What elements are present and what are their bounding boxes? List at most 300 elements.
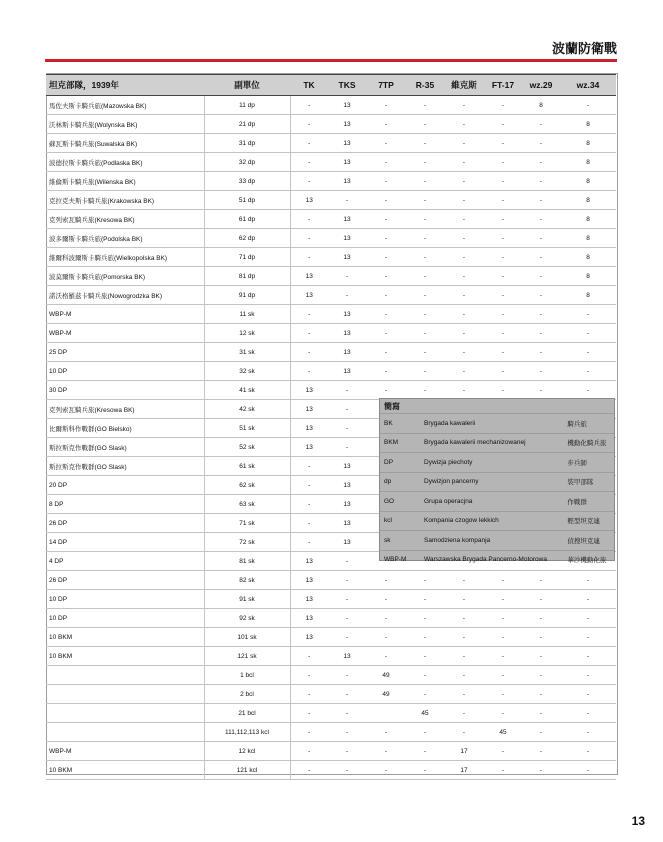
legend-chinese-term: 華沙機動化旅 xyxy=(565,550,614,569)
tank-count-cell: - xyxy=(406,286,444,305)
tank-count-cell: - xyxy=(366,609,406,628)
tank-count-cell: - xyxy=(328,666,366,685)
subunit-cell: 61 dp xyxy=(204,210,290,229)
legend-chinese-term: 步兵師 xyxy=(565,453,614,473)
table-row xyxy=(46,210,616,229)
tank-count-cell: - xyxy=(290,115,328,134)
table-header-row xyxy=(46,75,616,96)
unit-name-cell: WBP-M xyxy=(46,742,204,761)
unit-name-cell: 10 DP xyxy=(46,590,204,609)
tank-count-cell: - xyxy=(522,742,560,761)
tank-count-cell: - xyxy=(290,742,328,761)
tank-count-cell: 49 xyxy=(366,685,406,704)
tank-count-cell: - xyxy=(522,191,560,210)
tank-count-cell: 8 xyxy=(560,153,616,172)
tank-count-cell: - xyxy=(444,267,484,286)
tank-count-cell: - xyxy=(366,723,406,742)
page-title: 波蘭防衛戰 xyxy=(551,41,617,56)
tank-count-cell: - xyxy=(366,571,406,590)
legend-chinese-term: 偵搜坦克連 xyxy=(565,531,614,551)
tank-count-cell: 8 xyxy=(560,210,616,229)
subunit-cell: 121 kcl xyxy=(204,761,290,780)
table-row xyxy=(46,324,616,343)
tank-count-cell: - xyxy=(522,685,560,704)
subunit-cell: 52 sk xyxy=(204,438,290,457)
tank-count-cell: - xyxy=(406,96,444,115)
tank-count-cell: - xyxy=(328,723,366,742)
tank-count-cell: - xyxy=(290,704,328,723)
tank-count-cell: - xyxy=(366,362,406,381)
tank-count-cell: - xyxy=(290,533,328,552)
legend-polish-term: Brygada kawalerii mechanizowanej xyxy=(422,433,565,453)
tank-count-cell: 49 xyxy=(366,666,406,685)
subunit-cell: 31 dp xyxy=(204,134,290,153)
tank-count-cell: - xyxy=(406,685,444,704)
unit-name-cell: 克列索瓦騎兵旅(Kresowa BK) xyxy=(46,400,204,419)
tank-count-cell: - xyxy=(406,609,444,628)
unit-name-cell: 波多爾斯卡騎兵旅(Podolska BK) xyxy=(46,229,204,248)
tank-count-cell: - xyxy=(406,191,444,210)
subunit-cell: 61 sk xyxy=(204,457,290,476)
table-row xyxy=(46,571,616,590)
legend-row xyxy=(380,414,614,434)
tank-count-cell: - xyxy=(522,609,560,628)
table-row xyxy=(46,191,616,210)
tank-count-cell: - xyxy=(522,153,560,172)
legend-row xyxy=(380,472,614,492)
tank-count-cell: - xyxy=(366,647,406,666)
legend-row xyxy=(380,433,614,453)
tank-count-cell: 13 xyxy=(290,267,328,286)
tank-count-cell: - xyxy=(290,210,328,229)
legend-polish-term: Grupa operacjna xyxy=(422,492,565,512)
tank-count-cell: - xyxy=(484,191,522,210)
tank-count-cell: - xyxy=(290,723,328,742)
tank-count-cell: - xyxy=(522,666,560,685)
tank-count-cell: - xyxy=(484,267,522,286)
tank-count-cell: - xyxy=(366,761,406,780)
tank-count-cell: 13 xyxy=(328,229,366,248)
table-row xyxy=(46,381,616,400)
tank-count-cell: - xyxy=(366,628,406,647)
tank-count-cell: - xyxy=(328,590,366,609)
tank-count-cell: - xyxy=(290,666,328,685)
tank-count-cell: - xyxy=(522,571,560,590)
tank-count-cell: 13 xyxy=(290,590,328,609)
tank-count-cell: - xyxy=(522,343,560,362)
subunit-cell: 11 dp xyxy=(204,96,290,115)
tank-count-cell: - xyxy=(522,210,560,229)
tank-count-cell: - xyxy=(444,381,484,400)
subunit-cell: 31 sk xyxy=(204,343,290,362)
tank-count-cell: - xyxy=(484,685,522,704)
tank-count-cell: - xyxy=(290,134,328,153)
tank-count-cell: - xyxy=(522,704,560,723)
tank-count-cell: - xyxy=(406,742,444,761)
unit-name-cell: 10 DP xyxy=(46,609,204,628)
subunit-cell: 91 sk xyxy=(204,590,290,609)
subunit-cell: 92 sk xyxy=(204,609,290,628)
tank-count-cell: - xyxy=(560,742,616,761)
table-row xyxy=(46,590,616,609)
tank-count-cell: - xyxy=(290,229,328,248)
tank-count-cell: - xyxy=(406,134,444,153)
tank-count-cell: - xyxy=(522,362,560,381)
legend-abbreviation: GO xyxy=(380,492,422,512)
column-header: TK xyxy=(290,75,328,96)
tank-count-cell: 8 xyxy=(560,229,616,248)
table-row xyxy=(46,305,616,324)
tank-count-cell: 13 xyxy=(328,172,366,191)
tank-count-cell: - xyxy=(484,229,522,248)
tank-count-cell: 13 xyxy=(328,134,366,153)
tank-count-cell: 13 xyxy=(290,609,328,628)
tank-count-cell: - xyxy=(560,381,616,400)
subunit-cell: 21 dp xyxy=(204,115,290,134)
tank-count-cell: - xyxy=(406,267,444,286)
tank-count-cell: - xyxy=(484,666,522,685)
unit-name-cell: 維倫斯卡騎兵旅(Wilenska BK) xyxy=(46,172,204,191)
unit-name-cell: 馬佐夫斯卡騎兵旅(Mazowska BK) xyxy=(46,96,204,115)
tank-count-cell: - xyxy=(522,381,560,400)
tank-count-cell: 13 xyxy=(328,533,366,552)
tank-count-cell: 8 xyxy=(560,286,616,305)
tank-count-cell: - xyxy=(406,210,444,229)
tank-count-cell: - xyxy=(484,134,522,153)
tank-count-cell: - xyxy=(406,343,444,362)
unit-name-cell: 20 DP xyxy=(46,476,204,495)
table-row xyxy=(46,742,616,761)
tank-count-cell: - xyxy=(560,571,616,590)
tank-count-cell: - xyxy=(444,210,484,229)
tank-count-cell: - xyxy=(560,590,616,609)
tank-count-cell: - xyxy=(522,647,560,666)
subunit-cell: 51 dp xyxy=(204,191,290,210)
legend-row xyxy=(380,511,614,531)
tank-count-cell: - xyxy=(290,96,328,115)
tank-count-cell: - xyxy=(522,324,560,343)
tank-count-cell: - xyxy=(522,248,560,267)
tank-count-cell: 45 xyxy=(406,704,444,723)
subunit-cell: 72 sk xyxy=(204,533,290,552)
tank-count-cell: - xyxy=(484,343,522,362)
tank-count-cell: - xyxy=(406,229,444,248)
tank-count-cell: - xyxy=(290,362,328,381)
tank-count-cell: - xyxy=(484,381,522,400)
tank-count-cell: - xyxy=(406,571,444,590)
tank-count-cell: - xyxy=(484,172,522,191)
tank-count-cell: - xyxy=(290,248,328,267)
tank-count-cell: - xyxy=(444,647,484,666)
tank-count-cell: 13 xyxy=(290,286,328,305)
column-header: wz.29 xyxy=(522,75,560,96)
table-row xyxy=(46,723,616,742)
legend-row xyxy=(380,453,614,473)
tank-count-cell: 13 xyxy=(328,457,366,476)
tank-count-cell: - xyxy=(444,666,484,685)
legend-abbreviation: kcl xyxy=(380,511,422,531)
tank-count-cell: - xyxy=(366,286,406,305)
tank-count-cell: - xyxy=(290,343,328,362)
tank-count-cell: - xyxy=(560,305,616,324)
tank-count-cell: - xyxy=(366,742,406,761)
legend-abbreviation: WBP-M xyxy=(380,550,422,569)
unit-name-cell: 波德拉斯卡騎兵旅(Podlaska BK) xyxy=(46,153,204,172)
tank-count-cell: 13 xyxy=(328,96,366,115)
tank-count-cell: - xyxy=(444,362,484,381)
title-rule xyxy=(45,59,617,62)
tank-count-cell: - xyxy=(366,210,406,229)
tank-count-cell: - xyxy=(522,172,560,191)
tank-count-cell: - xyxy=(366,115,406,134)
table-row xyxy=(46,286,616,305)
tank-count-cell: - xyxy=(328,685,366,704)
table-row xyxy=(46,229,616,248)
legend-polish-term: Brygada kawalerii xyxy=(422,414,565,434)
tank-count-cell: - xyxy=(444,723,484,742)
tank-count-cell: - xyxy=(290,647,328,666)
tank-count-cell: - xyxy=(560,343,616,362)
tank-count-cell: - xyxy=(406,115,444,134)
unit-name-cell: 8 DP xyxy=(46,495,204,514)
tank-count-cell: - xyxy=(484,324,522,343)
table-row xyxy=(46,704,616,723)
unit-name-cell: 26 DP xyxy=(46,571,204,590)
legend-row xyxy=(380,550,614,569)
tank-count-cell: 13 xyxy=(328,362,366,381)
tank-count-cell: - xyxy=(290,457,328,476)
tank-count-cell: - xyxy=(484,609,522,628)
tank-count-cell: 45 xyxy=(484,723,522,742)
tank-count-cell: - xyxy=(290,305,328,324)
subunit-cell: 62 sk xyxy=(204,476,290,495)
tank-count-cell: - xyxy=(484,362,522,381)
tank-count-cell: - xyxy=(366,229,406,248)
tank-count-cell: 8 xyxy=(560,248,616,267)
table-row xyxy=(46,761,616,780)
tank-count-cell: - xyxy=(328,552,366,571)
tank-count-cell: - xyxy=(366,324,406,343)
legend-polish-term: Dywizja piechoty xyxy=(422,453,565,473)
tank-count-cell: 17 xyxy=(444,742,484,761)
tank-count-cell: - xyxy=(366,96,406,115)
tank-count-cell: - xyxy=(328,761,366,780)
subunit-cell: 21 bcl xyxy=(204,704,290,723)
subunit-cell: 41 sk xyxy=(204,381,290,400)
tank-count-cell: - xyxy=(444,153,484,172)
subunit-cell: 32 sk xyxy=(204,362,290,381)
tank-count-cell: - xyxy=(484,647,522,666)
tank-count-cell: - xyxy=(484,96,522,115)
tank-count-cell: - xyxy=(444,571,484,590)
legend-chinese-term: 裝甲部隊 xyxy=(565,472,614,492)
legend-body xyxy=(380,414,614,570)
unit-name-cell: 14 DP xyxy=(46,533,204,552)
tank-count-cell: - xyxy=(366,381,406,400)
tank-count-cell: 13 xyxy=(290,400,328,419)
unit-name-cell: 克拉克夫斯卡騎兵旅(Krakowska BK) xyxy=(46,191,204,210)
tank-count-cell: 13 xyxy=(290,419,328,438)
tank-count-cell: - xyxy=(406,723,444,742)
tank-count-cell: - xyxy=(406,761,444,780)
tank-count-cell: - xyxy=(444,191,484,210)
tank-count-cell: - xyxy=(444,172,484,191)
tank-count-cell: - xyxy=(444,609,484,628)
tank-count-cell: - xyxy=(522,305,560,324)
legend-chinese-term: 作戰群 xyxy=(565,492,614,512)
tank-count-cell: - xyxy=(560,723,616,742)
column-header: 維克斯 xyxy=(444,75,484,96)
abbreviation-legend xyxy=(379,398,615,565)
unit-name-cell xyxy=(46,685,204,704)
tank-count-cell: - xyxy=(328,191,366,210)
tank-count-cell: - xyxy=(406,666,444,685)
tank-count-cell: - xyxy=(290,495,328,514)
subunit-cell: 121 sk xyxy=(204,647,290,666)
tank-count-cell: 8 xyxy=(560,115,616,134)
tank-count-cell: - xyxy=(484,305,522,324)
unit-name-cell: 諾沃格羅茲卡騎兵旅(Nowogrodzka BK) xyxy=(46,286,204,305)
tank-count-cell: - xyxy=(366,267,406,286)
tank-count-cell: 8 xyxy=(560,172,616,191)
table-row xyxy=(46,134,616,153)
table-row xyxy=(46,362,616,381)
tank-count-cell: - xyxy=(366,134,406,153)
tank-count-cell: - xyxy=(290,172,328,191)
unit-name-cell xyxy=(46,723,204,742)
tank-count-cell: 13 xyxy=(328,647,366,666)
unit-name-cell: 26 DP xyxy=(46,514,204,533)
subunit-cell: 71 dp xyxy=(204,248,290,267)
tank-count-cell: - xyxy=(560,96,616,115)
table-row xyxy=(46,172,616,191)
tank-count-cell: - xyxy=(366,305,406,324)
unit-name-cell: 沃林斯卡騎兵旅(Wolynska BK) xyxy=(46,115,204,134)
tank-count-cell: - xyxy=(444,248,484,267)
tank-count-cell: - xyxy=(290,685,328,704)
table-row xyxy=(46,685,616,704)
subunit-cell: 71 sk xyxy=(204,514,290,533)
tank-count-cell: - xyxy=(444,685,484,704)
table-row xyxy=(46,153,616,172)
tank-count-cell: - xyxy=(560,609,616,628)
tank-count-cell: - xyxy=(406,628,444,647)
column-header: wz.34 xyxy=(560,75,616,96)
table-row xyxy=(46,647,616,666)
tank-count-cell: - xyxy=(444,628,484,647)
legend-abbreviation: BK xyxy=(380,414,422,434)
tank-count-cell: - xyxy=(366,153,406,172)
tank-count-cell: - xyxy=(560,761,616,780)
legend-chinese-term: 輕型坦克連 xyxy=(565,511,614,531)
tank-count-cell: - xyxy=(406,590,444,609)
subunit-cell: 82 sk xyxy=(204,571,290,590)
table-row xyxy=(46,248,616,267)
tank-count-cell: 13 xyxy=(328,210,366,229)
unit-name-cell: 25 DP xyxy=(46,343,204,362)
tank-count-cell: - xyxy=(484,115,522,134)
column-header: 副單位 xyxy=(204,75,290,96)
tank-count-cell: - xyxy=(290,153,328,172)
tank-count-cell: 13 xyxy=(290,438,328,457)
subunit-cell: 91 dp xyxy=(204,286,290,305)
tank-count-cell: - xyxy=(406,324,444,343)
table-row xyxy=(46,343,616,362)
tank-count-cell: - xyxy=(444,305,484,324)
tank-count-cell: - xyxy=(366,248,406,267)
tank-count-cell: - xyxy=(484,248,522,267)
tank-count-cell: - xyxy=(290,324,328,343)
tank-count-cell: - xyxy=(522,628,560,647)
tank-count-cell: - xyxy=(522,115,560,134)
subunit-cell: 63 sk xyxy=(204,495,290,514)
legend-abbreviation: dp xyxy=(380,472,422,492)
tank-count-cell: 8 xyxy=(560,191,616,210)
legend-abbreviation: DP xyxy=(380,453,422,473)
table-row xyxy=(46,96,616,115)
tank-count-cell: - xyxy=(328,742,366,761)
tank-count-cell: 17 xyxy=(444,761,484,780)
subunit-cell: 42 sk xyxy=(204,400,290,419)
tank-count-cell xyxy=(366,704,406,723)
tank-count-cell: - xyxy=(522,286,560,305)
tank-count-cell: - xyxy=(484,761,522,780)
tank-count-cell: - xyxy=(560,647,616,666)
tank-count-cell: - xyxy=(290,514,328,533)
tank-count-cell: 13 xyxy=(328,495,366,514)
tank-count-cell: - xyxy=(328,400,366,419)
legend-polish-term: Dywizjon pancerny xyxy=(422,472,565,492)
tank-count-cell: 13 xyxy=(290,628,328,647)
legend-polish-term: Samodziena kompanja xyxy=(422,531,565,551)
tank-count-cell: - xyxy=(328,419,366,438)
unit-name-cell: 斯拉斯克作戰群(GO Slask) xyxy=(46,457,204,476)
legend-title: 簡寫 xyxy=(384,402,400,411)
subunit-cell: 11 sk xyxy=(204,305,290,324)
tank-count-cell: - xyxy=(522,723,560,742)
tank-count-cell: - xyxy=(522,229,560,248)
table-row xyxy=(46,609,616,628)
table-row xyxy=(46,628,616,647)
table-row xyxy=(46,115,616,134)
tank-count-cell: 8 xyxy=(560,267,616,286)
tank-count-cell: - xyxy=(560,685,616,704)
unit-name-cell: 波莫爾斯卡騎兵旅(Pomorska BK) xyxy=(46,267,204,286)
tank-count-cell: 8 xyxy=(522,96,560,115)
unit-name-cell: 維爾科波爾斯卡騎兵旅(Wielkopolska BK) xyxy=(46,248,204,267)
tank-count-cell: - xyxy=(366,343,406,362)
tank-count-cell: - xyxy=(406,172,444,191)
tank-count-cell: - xyxy=(522,267,560,286)
tank-count-cell: - xyxy=(484,286,522,305)
tank-count-cell: - xyxy=(522,134,560,153)
unit-name-cell: 30 DP xyxy=(46,381,204,400)
tank-count-cell: 13 xyxy=(328,476,366,495)
tank-count-cell: - xyxy=(444,115,484,134)
legend-polish-term: Kompania czogow lekkich xyxy=(422,511,565,531)
tank-count-cell: - xyxy=(406,362,444,381)
column-header: R-35 xyxy=(406,75,444,96)
tank-count-cell: 13 xyxy=(328,153,366,172)
tank-count-cell: 13 xyxy=(290,381,328,400)
subunit-cell: 111,112,113 kcl xyxy=(204,723,290,742)
legend-chinese-term: 騎兵旅 xyxy=(565,414,614,434)
tank-count-cell: - xyxy=(444,590,484,609)
subunit-cell: 12 kcl xyxy=(204,742,290,761)
unit-name-cell: 克列索瓦騎兵旅(Kresowa BK) xyxy=(46,210,204,229)
tank-count-cell: - xyxy=(484,704,522,723)
unit-name-cell xyxy=(46,704,204,723)
